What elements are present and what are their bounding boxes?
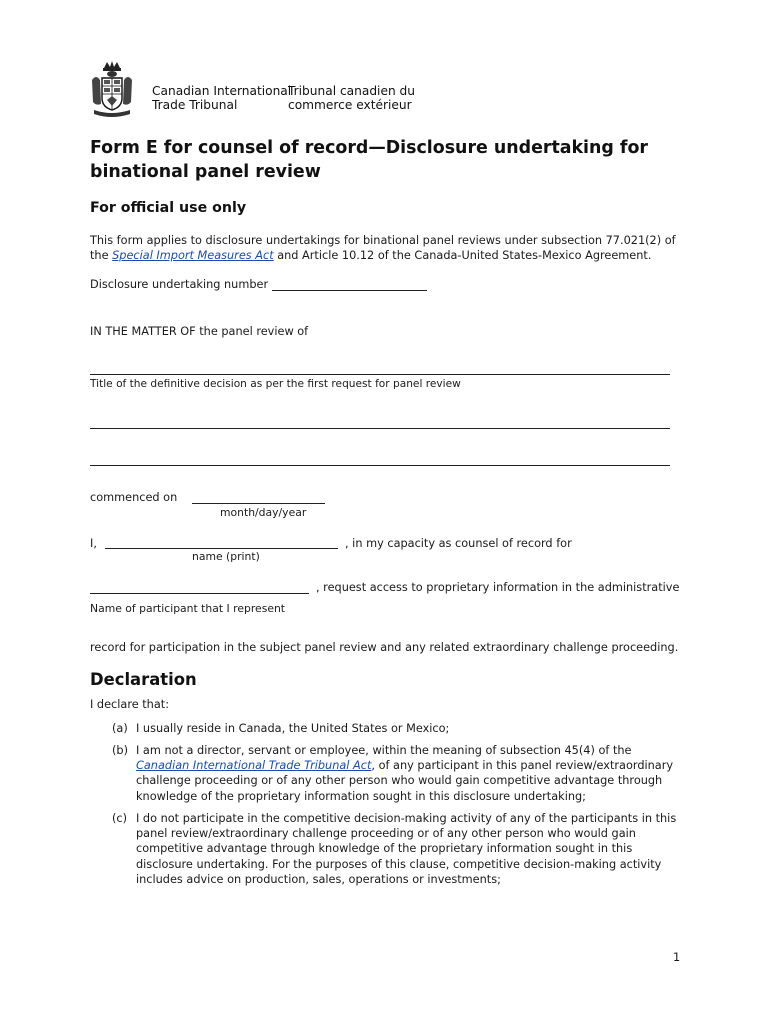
- participant-name-field[interactable]: [90, 593, 309, 594]
- decision-title-caption: Title of the definitive decision as per the first request for panel review: [90, 378, 461, 390]
- official-use-heading: For official use only: [90, 200, 247, 216]
- declaration-item-a: [112, 721, 682, 736]
- commenced-label: commenced on: [90, 491, 178, 504]
- item-c-line4: disclosure undertaking. For the purposes of this clause, competitive decision-making activity: [136, 857, 662, 871]
- declaration-item-c: [112, 811, 682, 887]
- declaration-item-b: [112, 743, 682, 804]
- participant-caption: Name of participant that I represent: [90, 602, 286, 615]
- item-b-line1: I am not a director, servant or employee, within the meaning of subsection 45(4) of the: [136, 744, 632, 757]
- org-name-en-line1: Canadian International: [152, 84, 292, 98]
- intro-paragraph: [90, 233, 690, 263]
- page-title-line1: Form E for counsel of record—Disclosure undertaking for: [90, 138, 648, 158]
- intro-line2-prefix: the: [90, 249, 113, 262]
- special-import-measures-act-link[interactable]: Special Import Measures Act: [112, 249, 274, 262]
- intro-line1: This form applies to disclosure undertakings for binational panel reviews under subsection 77.021(2) of: [90, 234, 676, 247]
- item-b-text: [136, 743, 682, 804]
- org-name-fr-line2: commerce extérieur: [288, 98, 412, 112]
- date-caption: month/day/year: [220, 506, 307, 519]
- item-b-line2-suffix: , of any participant in this panel review/extraordinary: [371, 759, 674, 773]
- capacity-text: , in my capacity as counsel of record for: [345, 537, 572, 550]
- matter-label: IN THE MATTER OF the panel review of: [90, 325, 309, 338]
- declaration-intro: I declare that:: [90, 698, 170, 711]
- intro-line2-suffix: and Article 10.12 of the Canada-United States-Mexico Agreement.: [273, 249, 652, 262]
- declaration-heading: Declaration: [90, 670, 197, 689]
- undertaking-number-label: Disclosure undertaking number: [90, 278, 269, 291]
- page-number: 1: [673, 951, 681, 964]
- coat-of-arms-icon: [90, 60, 134, 120]
- item-c-line3: competitive advantage through knowledge of the proprietary information sought in this: [136, 842, 633, 856]
- citt-act-link[interactable]: Canadian International Trade Tribunal Act: [136, 759, 372, 773]
- decision-title-field[interactable]: [90, 374, 670, 375]
- item-b-line4: knowledge of the proprietary information sought in this disclosure undertaking;: [136, 789, 586, 803]
- counsel-name-field[interactable]: [105, 548, 338, 549]
- item-b-label: (b): [112, 744, 128, 757]
- i-label: I,: [90, 537, 97, 550]
- item-c-line1: I do not participate in the competitive decision-making activity of any of the participants in this: [136, 812, 677, 825]
- item-b-line3: challenge proceeding or of any other person who would gain competitive advantage through: [136, 774, 663, 788]
- decision-title-field-line2[interactable]: [90, 428, 670, 429]
- org-name-fr-line1: Tribunal canadien du: [288, 84, 416, 98]
- decision-title-field-line3[interactable]: [90, 465, 670, 466]
- page-title: [90, 136, 690, 184]
- item-a-label: (a): [112, 722, 128, 735]
- name-caption: name (print): [192, 550, 260, 563]
- request-text: , request access to proprietary information in the administrative: [316, 581, 680, 594]
- item-c-label: (c): [112, 812, 128, 825]
- item-a-text: I usually reside in Canada, the United States or Mexico;: [136, 722, 450, 735]
- item-c-line2: panel review/extraordinary challenge proceeding or of any other person who would gain: [136, 827, 636, 841]
- commenced-date-field[interactable]: [192, 503, 325, 504]
- page-title-line2: binational panel review: [90, 162, 321, 182]
- org-name-en-line2: Trade Tribunal: [152, 98, 238, 112]
- item-c-text: [136, 811, 682, 887]
- undertaking-number-field[interactable]: [272, 290, 427, 291]
- item-c-line5: includes advice on production, sales, operations or investments;: [136, 872, 501, 886]
- record-text: record for participation in the subject panel review and any related extraordinary challenge proceeding.: [90, 641, 679, 654]
